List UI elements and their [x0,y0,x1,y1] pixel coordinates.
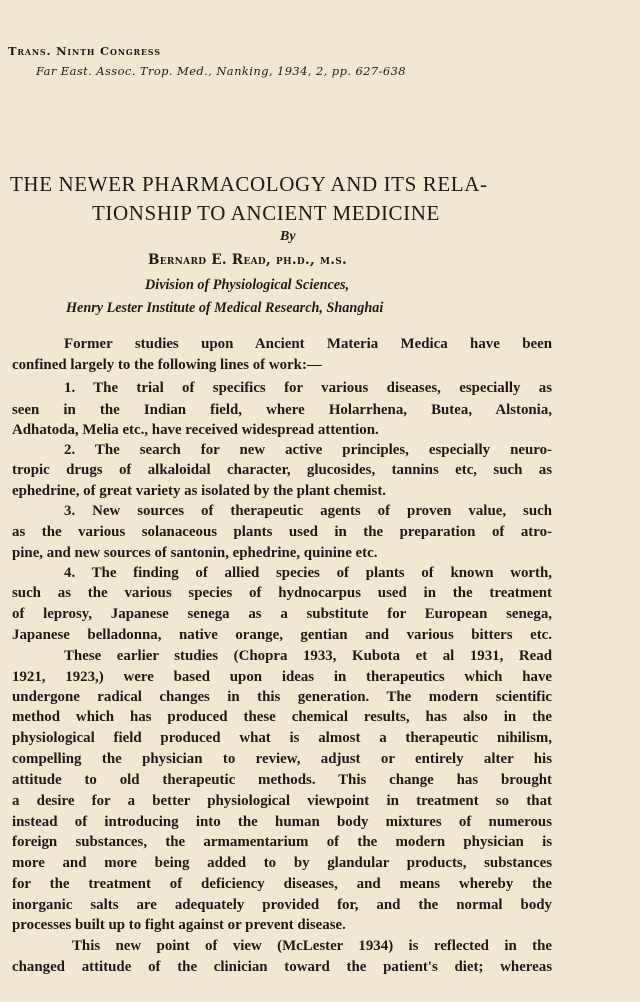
body-line: seen in the Indian field, where Holarrhena, Butea, Alstonia, [12,402,552,418]
body-line: changed attitude of the clinician toward the patient's diet; whereas [12,959,552,975]
body-line: 1921, 1923,) were based upon ideas in therapeutics which have [12,669,552,685]
body-line: Japanese belladonna, native orange, gentian and various bitters etc. [12,627,552,643]
title-line-1: THE NEWER PHARMACOLOGY AND ITS RELA- [10,172,488,196]
body-line: pine, and new sources of santonin, ephedrine, quinine etc. [12,545,378,561]
body-line: as the various solanaceous plants used in the preparation of atro- [12,524,552,540]
body-line: method which has produced these chemical results, has also in the [12,709,552,725]
body-line: of leprosy, Japanese senega as a substitute for European senega, [12,606,552,622]
body-line: confined largely to the following lines of work:— [12,357,322,373]
body-line: attitude to old therapeutic methods. This change has brought [12,772,552,788]
body-line: Former studies upon Ancient Materia Medica have been [64,336,552,352]
title-line-2: TIONSHIP TO ANCIENT MEDICINE [92,201,440,225]
body-line: Adhatoda, Melia etc., have received widespread attention. [12,422,379,438]
body-line: foreign substances, the armamentarium of the modern physician is [12,834,552,850]
body-line: 2. The search for new active principles, especially neuro- [64,442,552,458]
body-line: These earlier studies (Chopra 1933, Kubota et al 1931, Read [64,648,552,664]
author: Bernard E. Read, ph.d., m.s. [148,252,348,268]
body-line: undergone radical changes in this generation. The modern scientific [12,689,552,705]
body-line: tropic drugs of alkaloidal character, glucosides, tannins etc, such as [12,462,552,478]
body-line: ephedrine, of great variety as isolated by the plant chemist. [12,483,387,499]
body-line: processes built up to fight against or prevent disease. [12,917,346,933]
journal-header: Trans. Ninth Congress [8,44,161,58]
byline: By [280,229,296,244]
body-line: 3. New sources of therapeutic agents of proven value, such [64,503,552,519]
body-line: a desire for a better physiological viewpoint in treatment so that [12,793,552,809]
body-line: 1. The trial of specifics for various diseases, especially as [64,380,552,396]
affiliation-line-1: Division of Physiological Sciences, [145,277,350,293]
body-line: physiological field produced what is almost a therapeutic nihilism, [12,730,552,746]
body-line: 4. The finding of allied species of plants of known worth, [64,565,552,581]
body-line: instead of introducing into the human body mixtures of numerous [12,814,552,830]
body-line: such as the various species of hydnocarpus used in the treatment [12,585,552,601]
body-line: compelling the physician to review, adjust or entirely alter his [12,751,552,767]
citation-line: Far East. Assoc. Trop. Med., Nanking, 1934, 2, pp. 627-638 [36,64,407,78]
body-line: for the treatment of deficiency diseases, and means whereby the [12,876,552,892]
affiliation-line-2: Henry Lester Institute of Medical Research, Shanghai [66,300,384,316]
body-line: inorganic salts are adequately provided for, and the normal body [12,897,552,913]
body-line: This new point of view (McLester 1934) is reflected in the [72,938,552,954]
body-line: more and more being added to by glandular products, substances [12,855,552,871]
